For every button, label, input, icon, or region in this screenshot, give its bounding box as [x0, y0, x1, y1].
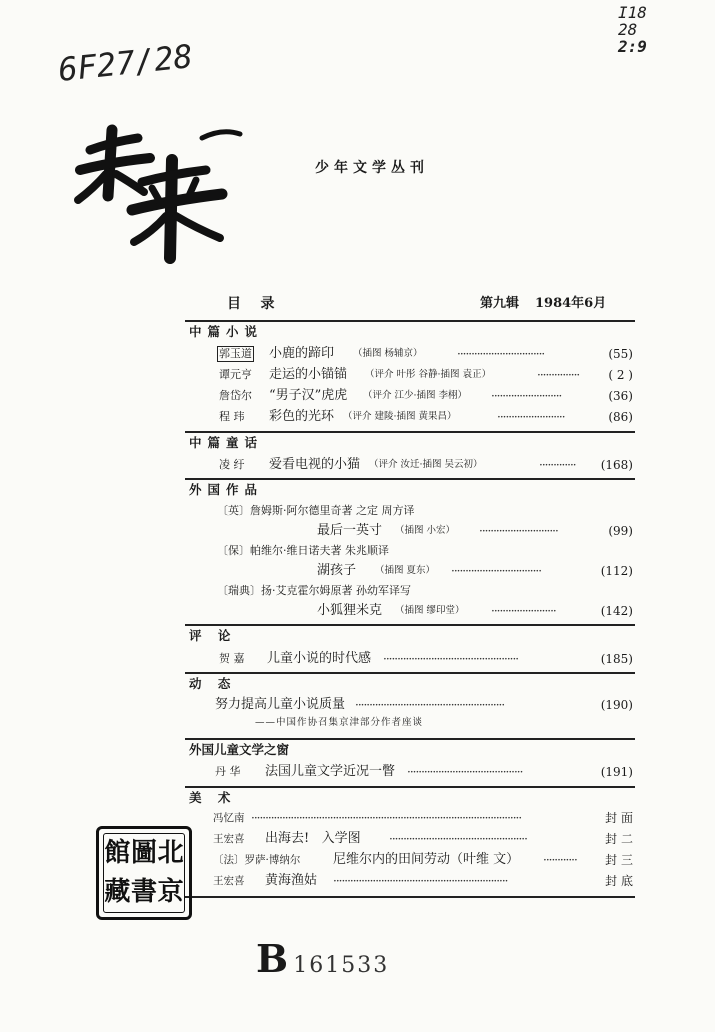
- dot-leader: ·······················: [491, 604, 556, 618]
- dot-leader: ························: [497, 410, 565, 424]
- corner-code-1: I18: [618, 3, 647, 22]
- entry-author: 谭元亨: [219, 368, 252, 381]
- entry-title: “男子汉”虎虎: [269, 388, 348, 403]
- dot-leader: ·······························: [457, 347, 545, 361]
- section-heading: 动 态: [189, 676, 237, 691]
- dot-leader: ····························: [479, 524, 558, 538]
- entry-page: (185): [600, 652, 633, 666]
- entry-page: (191): [600, 765, 633, 779]
- toc-entry[interactable]: [185, 602, 635, 620]
- toc-entry[interactable]: [185, 562, 635, 580]
- section-heading: 外国作品: [189, 482, 264, 497]
- dot-leader: ············: [543, 853, 577, 867]
- entry-page: (36): [608, 389, 633, 403]
- entry-title: 努力提高儿童小说质量: [215, 697, 346, 712]
- toc-title: 目 录: [227, 296, 275, 312]
- toc-entry[interactable]: [185, 650, 635, 668]
- section-heading: 外国儿童文学之窗: [189, 742, 290, 757]
- entry-author: 郭玉道: [219, 347, 252, 360]
- stamp-char: 京: [157, 877, 184, 907]
- section-heading: 中篇小说: [189, 324, 264, 339]
- toc-entry[interactable]: [185, 872, 635, 890]
- entry-origin: 〔英〕詹姆斯·阿尔德里奇著 之定 周方译: [217, 504, 415, 517]
- entry-credits: （评介 汝迁·插图 吴云初）: [369, 459, 483, 470]
- stamp-characters: [103, 833, 185, 913]
- section-heading: 中篇童话: [189, 435, 264, 450]
- toc-entry[interactable]: [185, 851, 635, 869]
- series-name: 少年文学丛刊: [315, 160, 429, 176]
- stamp-char: 圖: [130, 838, 157, 868]
- logo-brush-mark: [72, 108, 247, 268]
- toc-entry[interactable]: [185, 830, 635, 848]
- toc-origin: [185, 582, 635, 600]
- entry-author: 凌 纡: [219, 458, 245, 471]
- entry-title: 儿童小说的时代感: [267, 651, 372, 666]
- toc-entry[interactable]: [185, 522, 635, 540]
- toc-entry[interactable]: [185, 408, 635, 426]
- entry-page: (55): [608, 347, 633, 361]
- entry-title: 最后一英寸: [317, 523, 383, 538]
- entry-title: 彩色的光环: [269, 409, 335, 424]
- entry-author: 〔法〕罗萨·博纳尔: [213, 854, 301, 866]
- entry-author: 程 玮: [219, 410, 245, 423]
- toc-entry[interactable]: [185, 763, 635, 781]
- divider: [185, 672, 635, 674]
- dot-leader: ················································: [383, 652, 519, 666]
- toc-entry[interactable]: [185, 456, 635, 474]
- entry-page: ( 2 ): [608, 368, 633, 382]
- entry-author: 王宏喜: [213, 875, 245, 887]
- dot-leader: ······························································: [333, 874, 508, 888]
- toc-origin: [185, 502, 635, 520]
- toc-header: [185, 293, 635, 315]
- entry-page: 封 三: [605, 853, 633, 867]
- entry-origin: 〔保〕帕维尔·维日诺夫著 朱兆顺译: [217, 544, 389, 557]
- entry-credits: （评介 叶彤 谷静·插图 袁正）: [365, 369, 492, 380]
- divider: [185, 431, 635, 433]
- stamp-char: 館: [104, 838, 131, 868]
- entry-page: (99): [608, 524, 633, 538]
- divider: [185, 320, 635, 322]
- entry-page: (112): [600, 564, 633, 578]
- accession-letter: B: [256, 936, 289, 981]
- entry-credits: （插图 夏东）: [375, 565, 436, 576]
- library-stamp: [96, 826, 192, 920]
- entry-credits: （评介 江少·插图 李栩）: [363, 390, 468, 401]
- call-number: 6F27/28: [56, 37, 195, 89]
- entry-author: 王宏喜: [213, 833, 245, 845]
- stamp-char: 北: [157, 838, 184, 868]
- entry-title: 法国儿童文学近况一瞥: [265, 764, 396, 779]
- entry-title: 小鹿的蹄印: [269, 346, 335, 361]
- entry-title: 湖孩子: [317, 563, 357, 578]
- dot-leader: ·························: [491, 389, 562, 403]
- entry-subtitle: ——中国作协召集京津部分作者座谈: [255, 717, 424, 728]
- magazine-logo: [72, 108, 247, 268]
- section-heading: 评 论: [189, 628, 237, 643]
- divider: [185, 786, 635, 788]
- dot-leader: ································: [451, 564, 542, 578]
- entry-title: 走运的小锚锚: [269, 367, 348, 382]
- issue-number: 第九辑: [480, 296, 520, 311]
- dot-leader: ·····················································: [355, 698, 505, 712]
- entry-author: 冯忆南: [213, 812, 245, 824]
- section-heading: 美 术: [189, 790, 237, 805]
- entry-credits: （插图 小宏）: [395, 525, 456, 536]
- accession-number: [256, 936, 389, 981]
- entry-page: (190): [600, 698, 633, 712]
- toc-entry[interactable]: [185, 809, 635, 827]
- entry-page: 封 底: [605, 874, 633, 888]
- divider: [185, 896, 635, 898]
- entry-author: 詹岱尔: [219, 389, 252, 402]
- entry-page: (86): [608, 410, 633, 424]
- accession-digits: 161533: [293, 953, 390, 978]
- entry-page: (142): [600, 604, 633, 618]
- dot-leader: ································································································: [251, 811, 522, 825]
- dot-leader: ···············: [537, 368, 580, 382]
- entry-title: 出海去! 入学图: [265, 831, 361, 846]
- entry-credits: （插图 缪印堂）: [395, 605, 465, 616]
- entry-page: (168): [600, 458, 633, 472]
- toc-entry[interactable]: [185, 696, 635, 714]
- dot-leader: ·············: [539, 458, 576, 472]
- entry-origin: 〔瑞典〕扬·艾克霍尔姆原著 孙幼军译写: [217, 584, 411, 597]
- corner-code-3: 2:9: [618, 37, 647, 56]
- issue-date: 1984年6月: [535, 296, 607, 311]
- entry-title: 尼维尔内的田间劳动（叶维 文）: [333, 852, 520, 867]
- entry-title: 爱看电视的小猫: [269, 457, 361, 472]
- entry-author: 丹 华: [215, 765, 241, 778]
- corner-code-2: 28: [618, 20, 638, 39]
- toc-entry[interactable]: [185, 366, 635, 384]
- toc-origin: [185, 542, 635, 560]
- dot-leader: ·········································: [407, 765, 523, 779]
- divider: [185, 478, 635, 480]
- entry-page: 封 二: [605, 832, 633, 846]
- divider: [185, 738, 635, 740]
- entry-author: 贺 嘉: [219, 652, 245, 665]
- entry-title: 黄海渔姑: [265, 873, 318, 888]
- stamp-char: 藏: [104, 877, 131, 907]
- corner-codes: [618, 4, 647, 55]
- toc-subtitle-row: [185, 714, 635, 732]
- divider: [185, 624, 635, 626]
- stamp-char: 書: [130, 877, 157, 907]
- entry-credits: （评介 建陵·插图 黄果昌）: [343, 411, 457, 422]
- entry-title: 小狐狸米克: [317, 603, 383, 618]
- entry-credits: （插图 杨辅京）: [353, 348, 423, 359]
- entry-page: 封 面: [605, 811, 633, 825]
- toc-entry[interactable]: [185, 345, 635, 363]
- dot-leader: ·················································: [389, 832, 527, 846]
- toc-entry[interactable]: [185, 387, 635, 405]
